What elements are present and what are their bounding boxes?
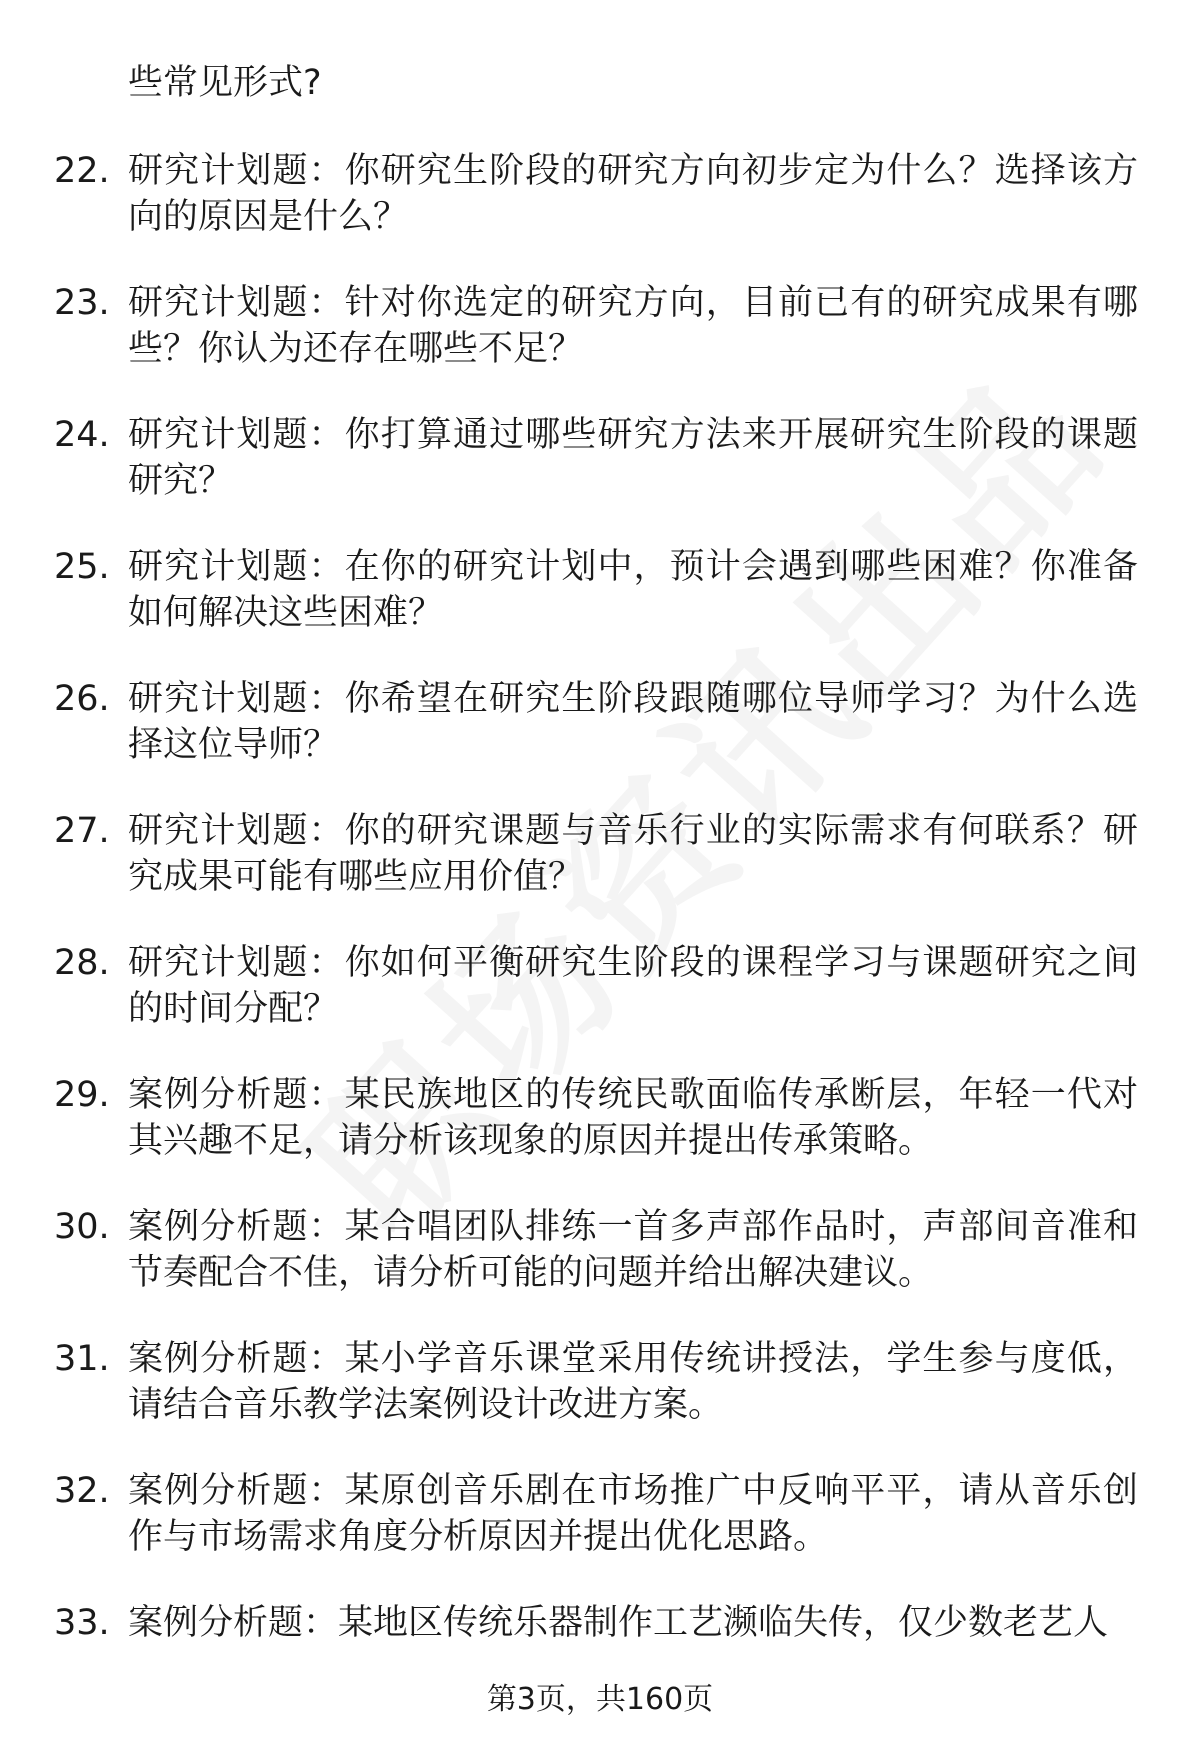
question-number: 33. [54, 1603, 110, 1643]
question-number: 30. [54, 1207, 110, 1247]
question-item [0, 412, 1200, 544]
question-text: 研究计划题：你的研究课题与音乐行业的实际需求有何联系？研究成果可能有哪些应用价值？ [128, 811, 1138, 897]
question-item [0, 808, 1200, 940]
question-item [0, 148, 1200, 280]
question-item [0, 1072, 1200, 1204]
question-text: 案例分析题：某地区传统乐器制作工艺濒临失传，仅少数老艺人 [128, 1603, 1109, 1643]
question-number: 26. [54, 679, 110, 719]
question-item [0, 1468, 1200, 1600]
question-number: 22. [54, 151, 110, 191]
question-number: 28. [54, 943, 110, 983]
question-item [0, 1204, 1200, 1336]
question-number: 27. [54, 811, 110, 851]
question-item [0, 544, 1200, 676]
page-footer: 第3页，共160页 [486, 1682, 714, 1717]
question-item [0, 280, 1200, 412]
question-number: 23. [54, 283, 110, 323]
question-text: 案例分析题：某原创音乐剧在市场推广中反响平平，请从音乐创作与市场需求角度分析原因并提出优化思路。 [128, 1471, 1138, 1557]
question-number: 32. [54, 1471, 110, 1511]
question-item [0, 1336, 1200, 1468]
question-item [0, 676, 1200, 808]
question-text: 研究计划题：你研究生阶段的研究方向初步定为什么？选择该方向的原因是什么？ [128, 151, 1138, 237]
question-number: 24. [54, 415, 110, 455]
question-number: 29. [54, 1075, 110, 1115]
question-item [0, 940, 1200, 1072]
question-text: 研究计划题：你希望在研究生阶段跟随哪位导师学习？为什么选择这位导师？ [128, 679, 1138, 765]
continuation-text: 些常见形式? [128, 63, 322, 103]
question-text: 研究计划题：针对你选定的研究方向，目前已有的研究成果有哪些？你认为还存在哪些不足？ [128, 283, 1138, 369]
question-text: 案例分析题：某小学音乐课堂采用传统讲授法，学生参与度低，请结合音乐教学法案例设计改进方案。 [128, 1339, 1138, 1425]
question-list [0, 148, 1200, 1732]
question-number: 25. [54, 547, 110, 587]
question-text: 案例分析题：某合唱团队排练一首多声部作品时，声部间音准和节奏配合不佳，请分析可能的问题并给出解决建议。 [128, 1207, 1138, 1293]
question-text: 研究计划题：你打算通过哪些研究方法来开展研究生阶段的课题研究？ [128, 415, 1138, 501]
question-text: 研究计划题：在你的研究计划中，预计会遇到哪些困难？你准备如何解决这些困难？ [128, 547, 1138, 633]
question-text: 案例分析题：某民族地区的传统民歌面临传承断层，年轻一代对其兴趣不足，请分析该现象的原因并提出传承策略。 [128, 1075, 1138, 1161]
question-number: 31. [54, 1339, 110, 1379]
question-text: 研究计划题：你如何平衡研究生阶段的课程学习与课题研究之间的时间分配？ [128, 943, 1138, 1029]
